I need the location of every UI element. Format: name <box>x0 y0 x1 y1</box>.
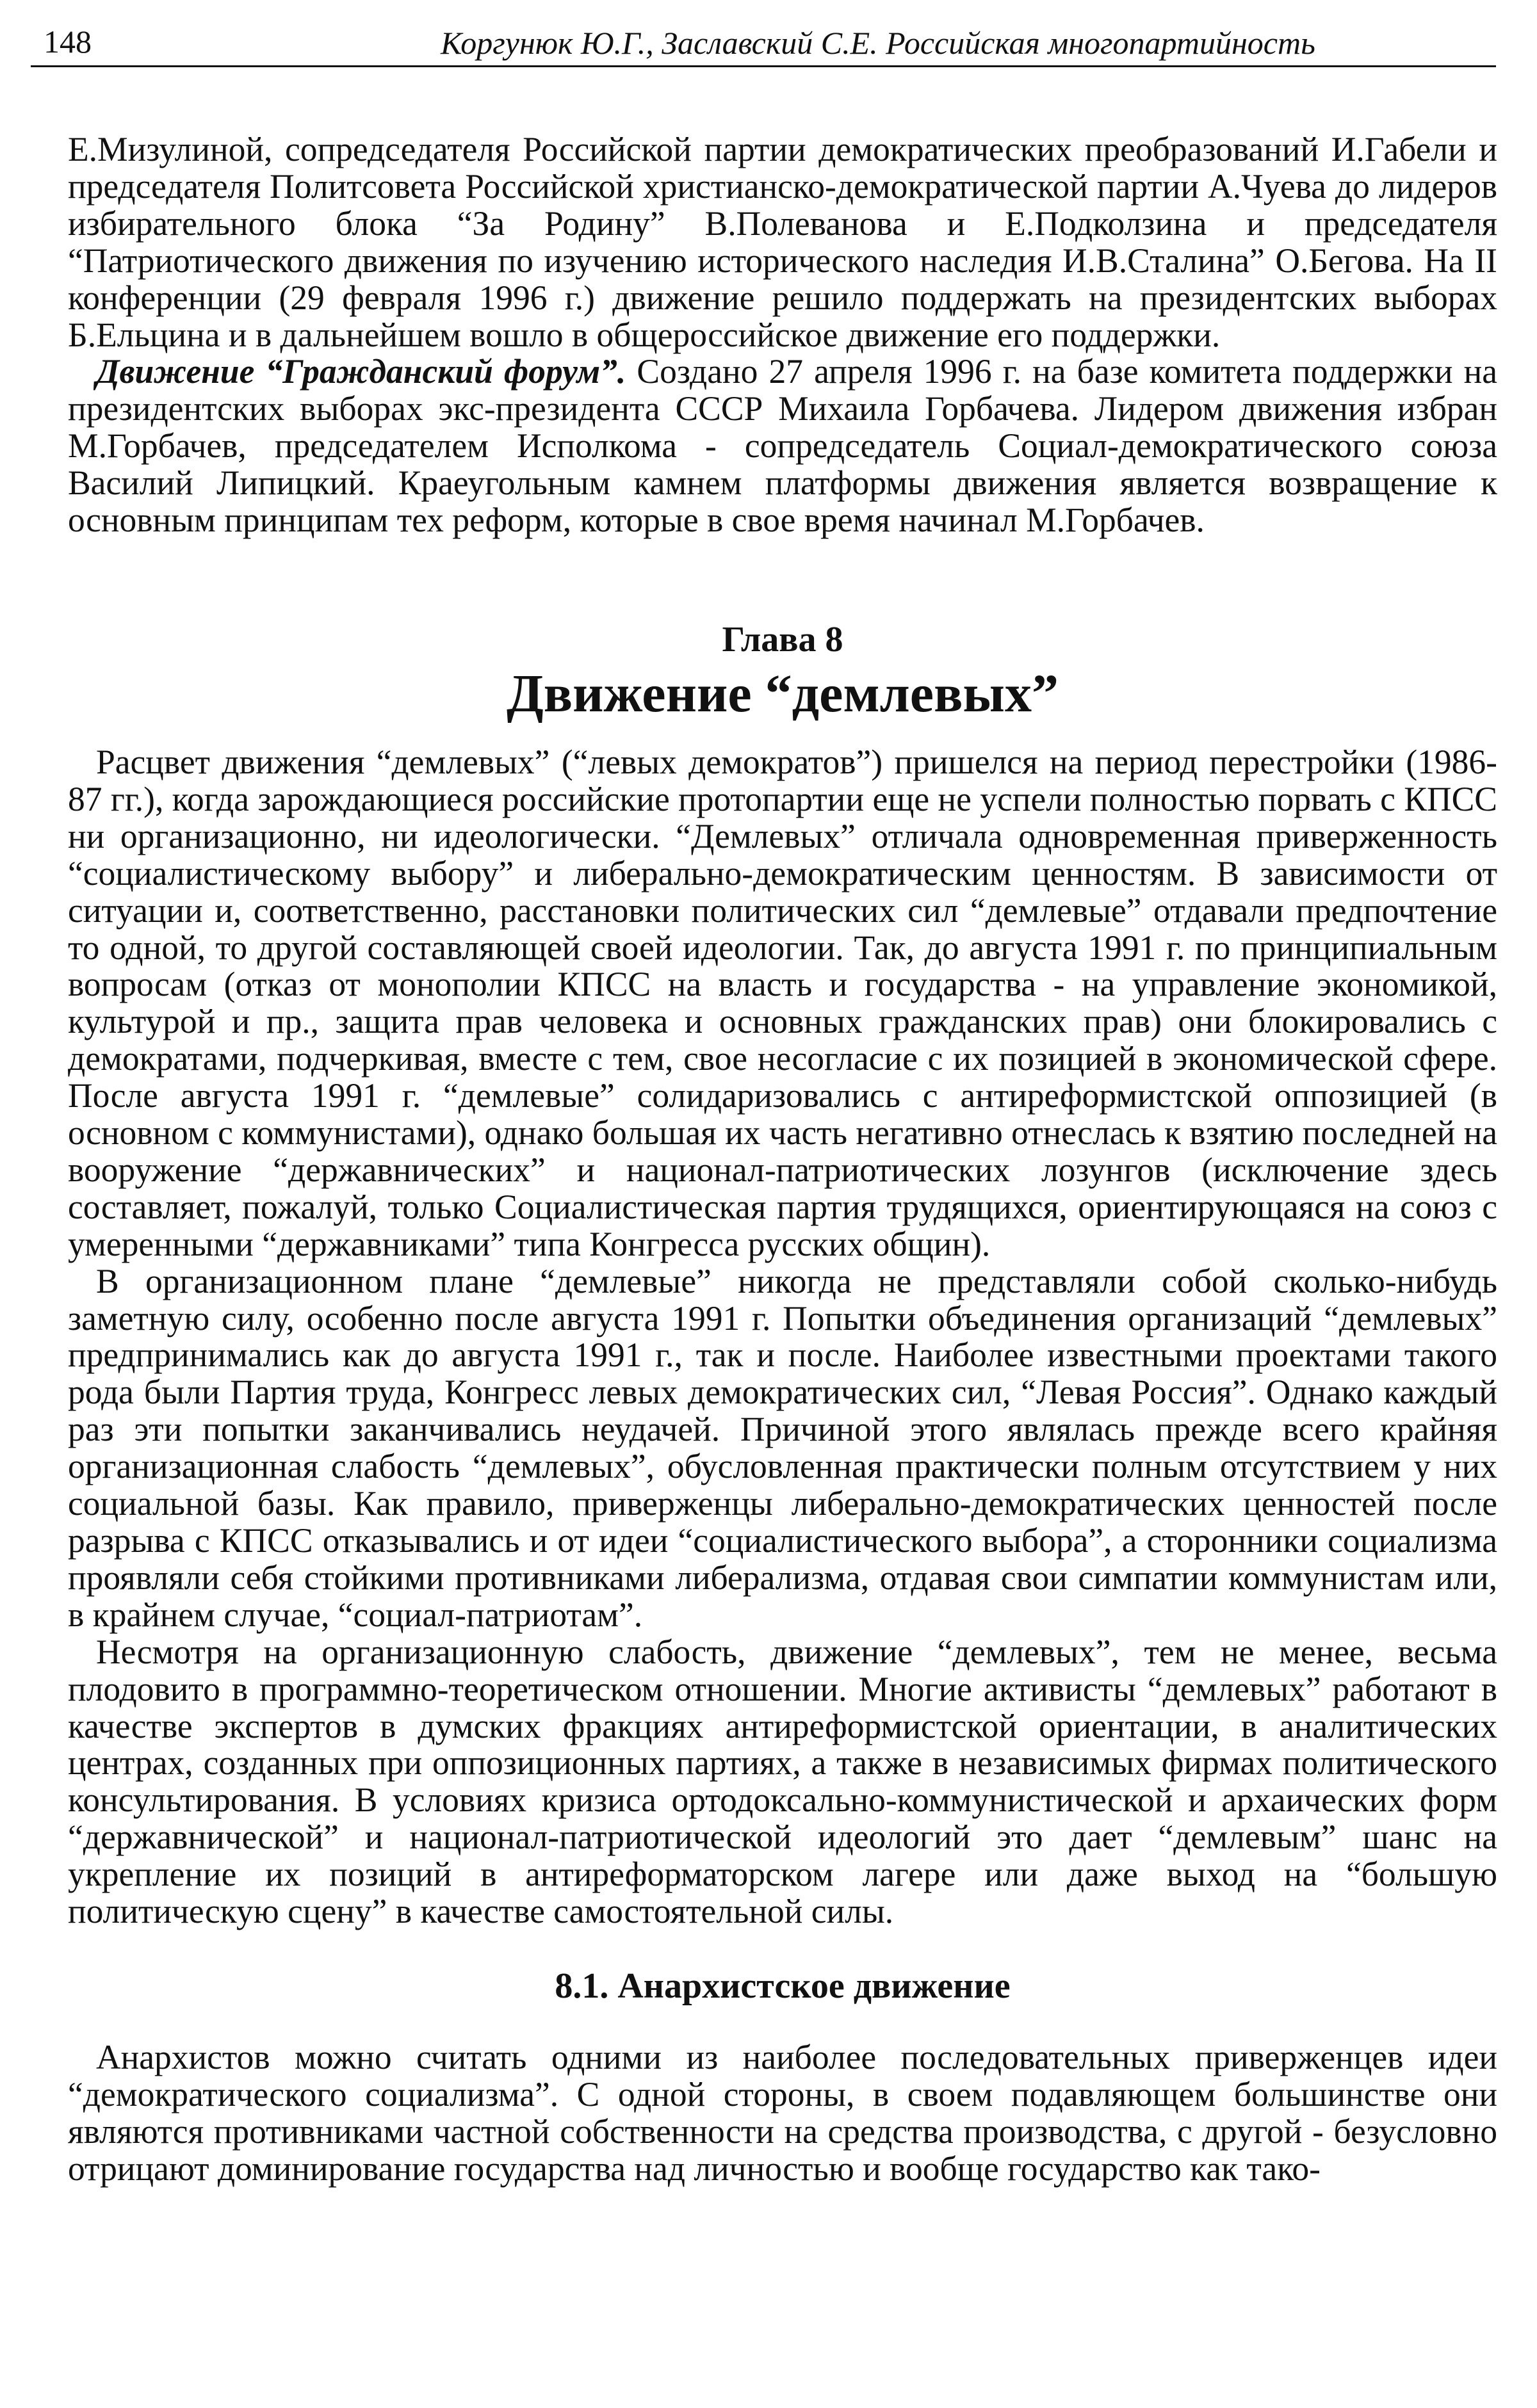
inline-heading: Движение “Гражданский форум”. <box>96 352 626 391</box>
paragraph: В организационном плане “демлевые” никогда не представляли собой сколько-нибудь заметную силу, особенно после августа 1991 г. Попытки объединения организаций “демлевых” предпринимались как до августа 1991 г., так и после. Наиболее известными проектами такого рода были Партия труда, Конгресс левых демократических сил, “Левая Россия”. Однако каждый раз эти попытки заканчивались неудачей. Причиной этого являлась прежде всего крайняя организационная слабость “демлевых”, обусловленная практически полным отсутствием у них социальной базы. Как правило, приверженцы либерально-демократических ценностей после разрыва с КПСС отказывались и от идеи “социалистического выбора”, а сторонники социализма проявляли себя стойкими противниками либерализма, отдавая свои симпатии коммунистам или, в крайнем случае, “социал-патриотам”. <box>68 1261 1497 1634</box>
page-body <box>68 131 1497 2188</box>
paragraph-civic-forum <box>68 353 1497 539</box>
paragraph-text: Создано 27 апреля 1996 г. на базе комитета поддержки на президентских выборах экс-президента СССР Михаила Горбачева. Лидером движения избран М.Горбачев, председателем Исполкома - сопредседатель Социал-демократического союза Василий Липицкий. Краеугольным камнем платформы движения является возвращение к основным принципам тех реформ, которые в свое время начинал М.Горбачев. <box>68 352 1497 540</box>
page-number: 148 <box>44 24 92 60</box>
paragraph: Несмотря на организационную слабость, движение “демлевых”, тем не менее, весьма плодовито в программно-теоретическом отношении. Многие активисты “демлевых” работают в качестве экспертов в думских фракциях антиреформистской ориентации, в аналитических центрах, созданных при оппозиционных партиях, а также в независимых фирмах политического консультирования. В условиях кризиса ортодоксально-коммунистической и архаических форм “державнической” и национал-патриотической идеологий это дает “демлевым” шанс на укрепление их позиций в антиреформаторском лагере или даже выход на “большую политическую сцену” в качестве самостоятельной силы. <box>68 1632 1497 1931</box>
paragraph-continuation: Е.Мизулиной, сопредседателя Российской партии демократических преобразований И.Габели и председателя Политсовета Российской христианско-демократической партии А.Чуева до лидеров избирательного блока “За Родину” В.Полеванова и Е.Подколзина и председателя “Патриотического движения по изучению исторического наследия И.В.Сталина” О.Бегова. На II конференции (29 февраля 1996 г.) движение решило поддержать на президентских выборах Б.Ельцина и в дальнейшем вошло в общероссийское движение его поддержки. <box>68 130 1497 354</box>
chapter-title: Движение “демлевых” <box>506 663 1059 723</box>
paragraph: Анархистов можно считать одними из наиболее последовательных приверженцев идеи “демократического социализма”. С одной стороны, в своем подавляющем большинстве они являются противниками частной собственности на средства производства, с другой - безусловно отрицают доминирование государства над личностью и вообще государство как тако- <box>68 2037 1497 2188</box>
page-header <box>31 20 1496 67</box>
section-title: 8.1. Анархистское движение <box>555 1966 1011 2006</box>
paragraph: Расцвет движения “демлевых” (“левых демократов”) пришелся на период перестройки (1986-87 гг.), когда зарождающиеся российские протопартии еще не успели полностью порвать с КПСС ни организационно, ни идеологически. “Демлевых” отличала одновременная приверженность “социалистическому выбору” и либерально-демократическим ценностям. В зависимости от ситуации и, соответственно, расстановки политических сил “демлевые” отдавали предпочтение то одной, то другой составляющей своей идеологии. Так, до августа 1991 г. по принципиальным вопросам (отказ от монополии КПСС на власть и государства - на управление экономикой, культурой и пр., защита прав человека и основных гражданских прав) они блокировались с демократами, подчеркивая, вместе с тем, свое несогласие с их позицией в экономической сфере. После августа 1991 г. “демлевые” солидаризовались с антиреформистской оппозицией (в основном с коммунистами), однако большая их часть негативно отнеслась к взятию последней на вооружение “державнических” и национал-патриотических лозунгов (исключение здесь составляет, пожалуй, только Социалистическая партия трудящихся, ориентирующаяся на союз с умеренными “державниками” типа Конгресса русских общин). <box>68 742 1497 1263</box>
running-title: Коргунюк Ю.Г., Заславский С.Е. Российская многопартийность <box>441 25 1315 61</box>
chapter-label: Глава 8 <box>722 619 843 659</box>
